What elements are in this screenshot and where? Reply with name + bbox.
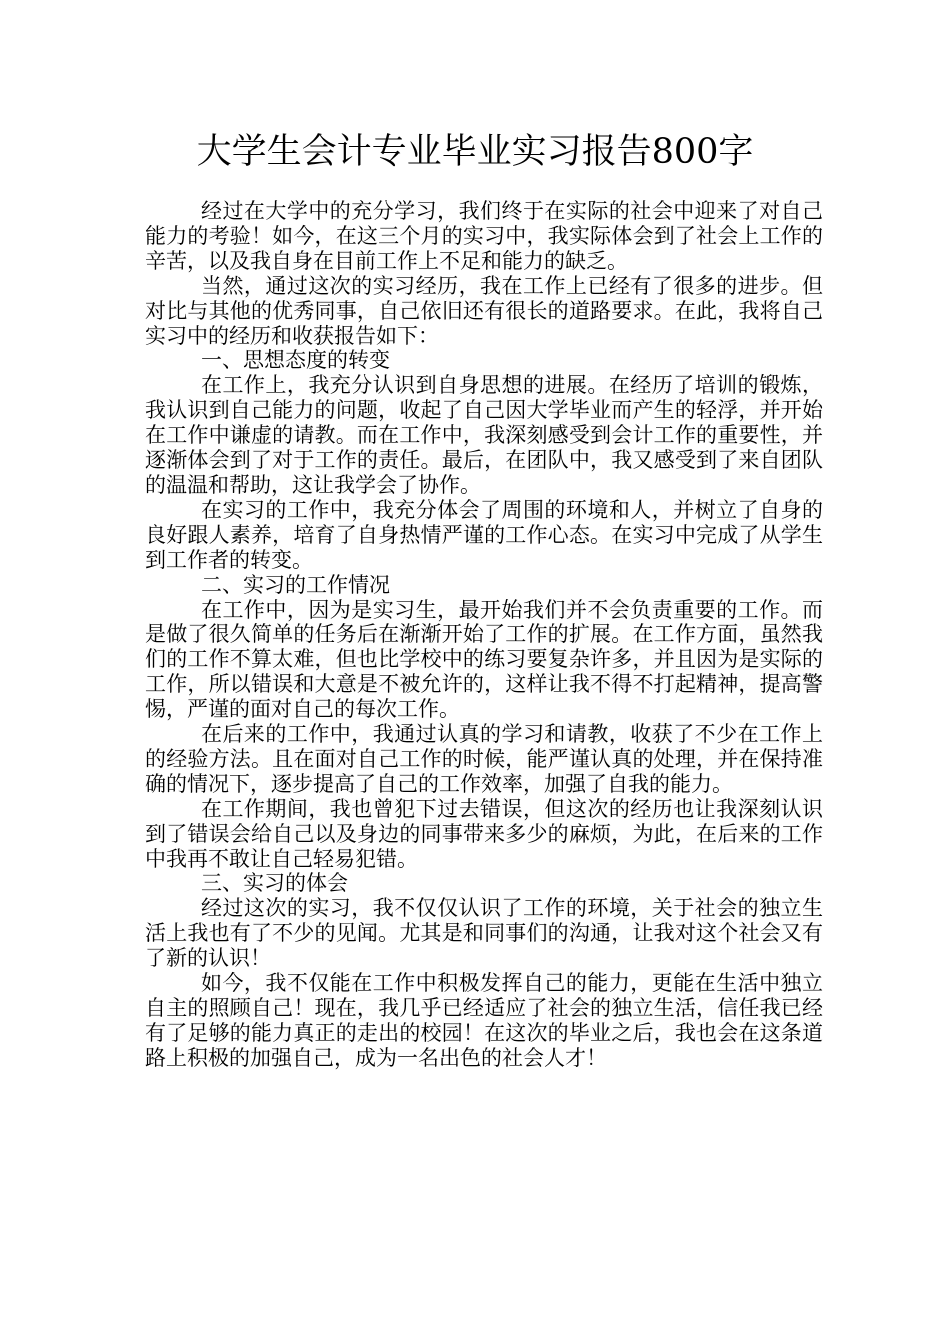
document-body	[145, 199, 823, 1071]
body-paragraph: 在实习的工作中，我充分体会了周围的环境和人，并树立了自身的良好跟人素养，培育了自身热情严谨的工作心态。在实习中完成了从学生到工作者的转变。	[145, 497, 823, 572]
body-paragraph: 经过在大学中的充分学习，我们终于在实际的社会中迎来了对自己能力的考验！如今，在这三个月的实习中，我实际体会到了社会上工作的辛苦，以及我自身在目前工作上不足和能力的缺乏。	[145, 199, 823, 273]
body-paragraph: 在工作中，因为是实习生，最开始我们并不会负责重要的工作。而是做了很久简单的任务后在渐渐开始了工作的扩展。在工作方面，虽然我们的工作不算太难，但也比学校中的练习要复杂许多，并且因为是实际的工作，所以错误和大意是不被允许的，这样让我不得不打起精神，提高警惕，严谨的面对自己的每次工作。	[145, 597, 823, 722]
body-paragraph: 当然，通过这次的实习经历，我在工作上已经有了很多的进步。但对比与其他的优秀同事，自己依旧还有很长的道路要求。在此，我将自己实习中的经历和收获报告如下：	[145, 273, 823, 348]
body-paragraph: 在工作上，我充分认识到自身思想的进展。在经历了培训的锻炼，我认识到自己能力的问题，收起了自己因大学毕业而产生的轻浮，并开始在工作中谦虚的请教。而在工作中，我深刻感受到会计工作的重要性，并逐渐体会到了对于工作的责任。最后，在团队中，我又感受到了来自团队的温温和帮助，这让我学会了协作。	[145, 373, 823, 497]
body-paragraph: 经过这次的实习，我不仅仅认识了工作的环境，关于社会的独立生活上我也有了不少的见闻。尤其是和同事们的沟通，让我对这个社会又有了新的认识！	[145, 896, 823, 971]
section-heading: 一、思想态度的转变	[201, 348, 390, 373]
document-title: 大学生会计专业毕业实习报告800字	[196, 132, 754, 172]
section-heading: 二、实习的工作情况	[201, 572, 390, 597]
body-paragraph: 如今，我不仅能在工作中积极发挥自己的能力，更能在生活中独立自主的照顾自己！现在，我几乎已经适应了社会的独立生活，信任我已经有了足够的能力真正的走出的校园！在这次的毕业之后，我也会在这条道路上积极的加强自己，成为一名出色的社会人才！	[145, 971, 823, 1070]
body-paragraph: 在后来的工作中，我通过认真的学习和请教，收获了不少在工作上的经验方法。且在面对自己工作的时候，能严谨认真的处理，并在保持准确的情况下，逐步提高了自己的工作效率，加强了自我的能力。	[145, 722, 823, 796]
section-heading: 三、实习的体会	[201, 871, 348, 896]
body-paragraph: 在工作期间，我也曾犯下过去错误，但这次的经历也让我深刻认识到了错误会给自己以及身边的同事带来多少的麻烦，为此，在后来的工作中我再不敢让自己轻易犯错。	[145, 796, 823, 871]
